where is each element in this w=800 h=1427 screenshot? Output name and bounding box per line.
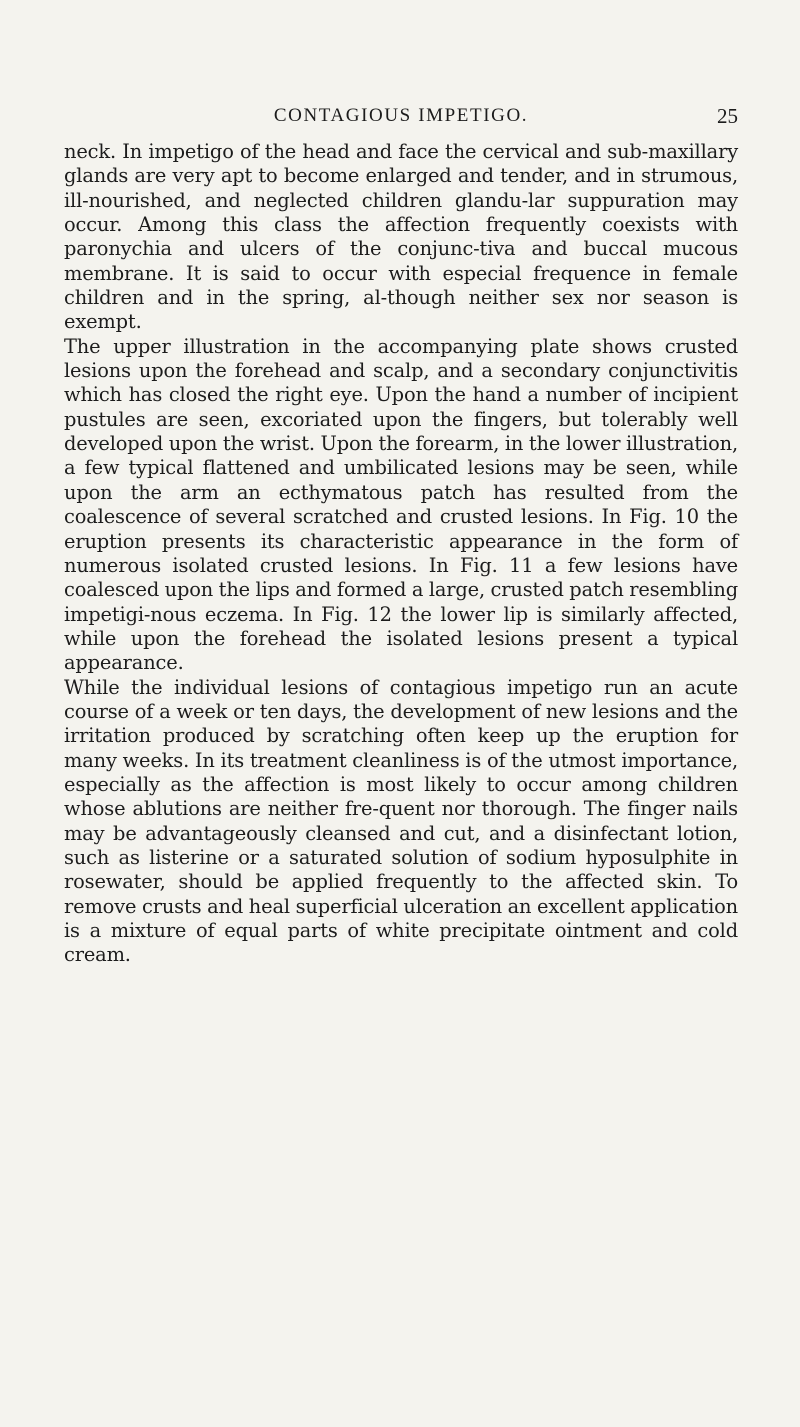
paragraph: The upper illustration in the accompanying plate shows crusted lesions upon the forehead and scalp, and a secondary conjunctivitis which has closed the right eye. Upon the hand a number of incipient pustules are seen, excoriated upon the fingers, but tolerably well developed upon the wrist. Upon the forearm, in the lower illustration, a few typical flattened and umbilicated lesions may be seen, while upon the arm an ecthymatous patch has resulted from the coalescence of several scratched and crusted lesions. In Fig. 10 the eruption presents its characteristic appearance in the form of numerous isolated crusted lesions. In Fig. 11 a few lesions have coalesced upon the lips and formed a large, crusted patch resembling impetigi-nous eczema. In Fig. 12 the lower lip is similarly affected, while upon the forehead the isolated lesions present a typical appearance.: [64, 334, 738, 675]
running-head: [64, 98, 738, 134]
page-number: 25: [717, 104, 738, 128]
paragraph: neck. In impetigo of the head and face the cervical and sub-maxillary glands are very apt to become enlarged and tender, and in strumous, ill-nourished, and neglected children glandu-lar suppuration may occur. Among this class the affection frequently coexists with paronychia and ulcers of the conjunc-tiva and buccal mucous membrane. It is said to occur with especial frequence in female children and in the spring, al-though neither sex nor season is exempt.: [64, 140, 738, 334]
paragraph: While the individual lesions of contagious impetigo run an acute course of a week or ten days, the development of new lesions and the irritation produced by scratching often keep up the eruption for many weeks. In its treatment cleanliness is of the utmost importance, especially as the affection is most likely to occur among children whose ablutions are neither fre-quent nor thorough. The finger nails may be advantageously cleansed and cut, and a disinfectant lotion, such as listerine or a saturated solution of sodium hyposulphite in rosewater, should be applied frequently to the affected skin. To remove crusts and heal superficial ulceration an excellent application is a mixture of equal parts of white precipitate ointment and cold cream.: [64, 675, 738, 967]
running-title: CONTAGIOUS IMPETIGO.: [273, 105, 529, 126]
body-text: [64, 140, 738, 968]
